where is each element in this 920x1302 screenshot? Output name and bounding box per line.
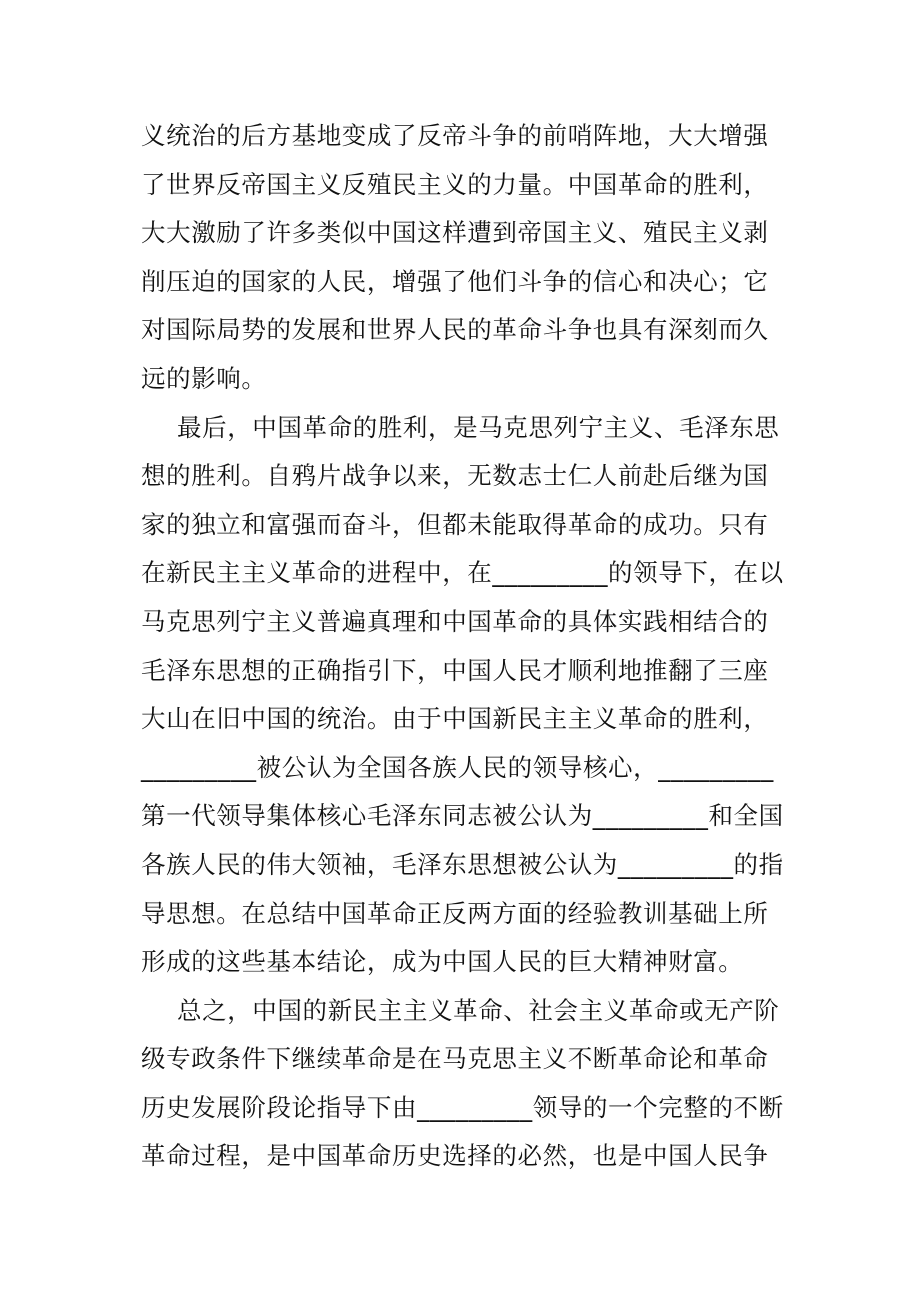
text-line: 大山在旧中国的统治。由于中国新民主主义革命的胜利， [141, 704, 769, 734]
text-line: 毛泽东思想的正确指引下，中国人民才顺利地推翻了三座 [141, 655, 769, 685]
text-line: 级专政条件下继续革命是在马克思主义不断革命论和革命 [141, 1044, 769, 1074]
text-line: 对国际局势的发展和世界人民的革命斗争也具有深刻而久 [141, 315, 769, 345]
text-line: 大大激励了许多类似中国这样遭到帝国主义、殖民主义剥 [141, 218, 769, 248]
text-line: 形成的这些基本结论，成为中国人民的巨大精神财富。 [141, 947, 744, 977]
text-line: 家的独立和富强而奋斗，但都未能取得革命的成功。只有 [141, 509, 769, 539]
text-line: 了世界反帝国主义反殖民主义的力量。中国革命的胜利， [141, 169, 769, 199]
text-line: 马克思列宁主义普遍真理和中国革命的具体实践相结合的 [141, 606, 769, 636]
text-line: 第一代领导集体核心毛泽东同志被公认为_________和全国 [141, 801, 784, 831]
text-line: 革命过程，是中国革命历史选择的必然，也是中国人民争 [141, 1141, 769, 1171]
text-line: 历史发展阶段论指导下由_________领导的一个完整的不断 [141, 1092, 784, 1122]
paragraph-first-line: 最后，中国革命的胜利，是马克思列宁主义、毛泽东思 [177, 412, 780, 442]
text-line: _________被公认为全国各族人民的领导核心，_________ [141, 752, 774, 782]
text-line: 义统治的后方基地变成了反帝斗争的前哨阵地，大大增强 [141, 121, 769, 150]
text-line: 各族人民的伟大领袖，毛泽东思想被公认为_________的指 [141, 849, 784, 879]
text-line: 削压迫的国家的人民，增强了他们斗争的信心和决心；它 [141, 266, 769, 296]
body-text [141, 112, 784, 1181]
text-line: 想的胜利。自鸦片战争以来，无数志士仁人前赴后继为国 [141, 461, 769, 491]
text-line: 在新民主主义革命的进程中，在_________的领导下，在以 [141, 558, 784, 588]
text-line: 导思想。在总结中国革命正反两方面的经验教训基础上所 [141, 898, 769, 928]
text-line: 远的影响。 [141, 363, 267, 393]
paragraph-first-line: 总之，中国的新民主主义革命、社会主义革命或无产阶 [177, 995, 780, 1025]
